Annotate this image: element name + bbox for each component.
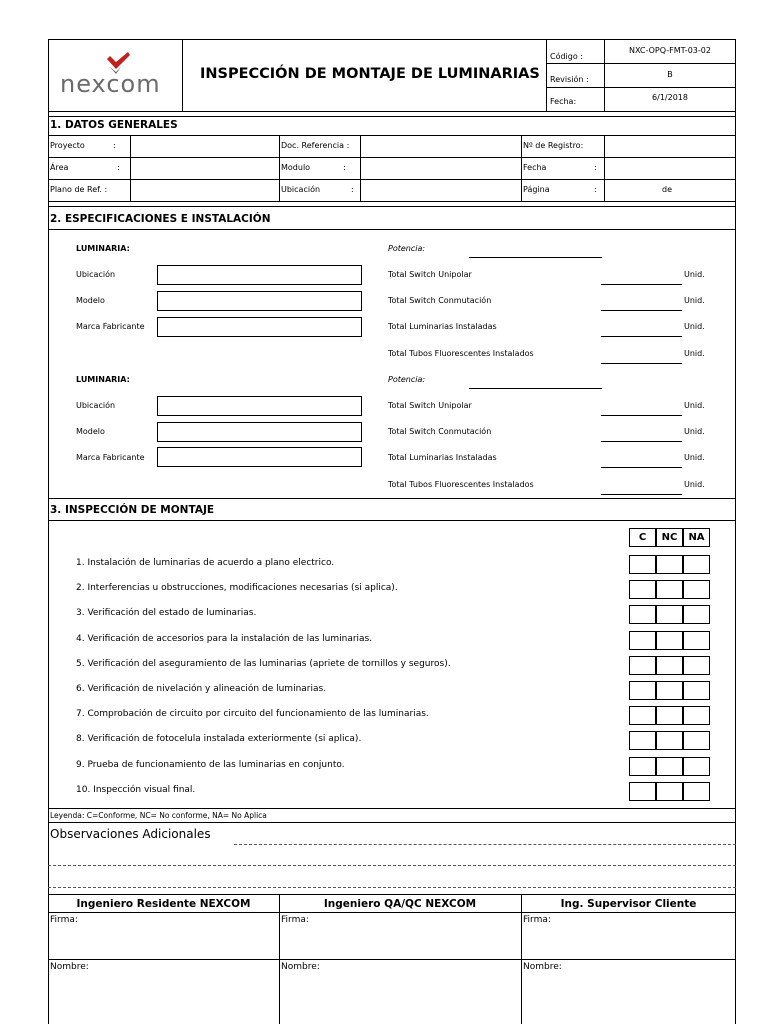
total-label: Total Switch Unipolar	[388, 401, 472, 410]
fecha-label: Fecha:	[550, 97, 577, 106]
potencia-label: Potencia:	[388, 375, 426, 384]
header-divider	[182, 39, 183, 112]
row-line	[48, 201, 736, 202]
header-divider	[48, 111, 736, 112]
checkbox-c[interactable]	[629, 555, 656, 574]
checkbox-na[interactable]	[683, 605, 710, 624]
section2-title: 2. ESPECIFICACIONES E INSTALACIÓN	[50, 213, 271, 225]
row-line	[48, 157, 736, 158]
observaciones-line[interactable]	[48, 865, 736, 866]
nombre-label: Nombre:	[281, 962, 320, 972]
total-label: Total Tubos Fluorescentes Instalados	[388, 480, 534, 489]
checkbox-nc[interactable]	[656, 681, 683, 700]
inspection-item-label: 10. Inspección visual final.	[76, 785, 196, 795]
row-line	[48, 822, 736, 823]
unit-label: Unid.	[684, 322, 705, 331]
checkbox-c[interactable]	[629, 757, 656, 776]
sig-header-residente: Ingeniero Residente NEXCOM	[76, 898, 251, 910]
checkbox-na[interactable]	[683, 580, 710, 599]
ubicacion-input[interactable]	[157, 265, 362, 285]
modelo-label: Modelo	[76, 296, 105, 305]
checkbox-nc[interactable]	[656, 605, 683, 624]
header-divider	[48, 116, 736, 117]
luminaria-heading: LUMINARIA:	[76, 244, 130, 253]
codigo-label: Código :	[550, 52, 583, 61]
checkbox-nc[interactable]	[656, 731, 683, 750]
row-line	[48, 229, 736, 230]
firma-label: Firma:	[50, 915, 78, 925]
total-line[interactable]	[601, 415, 682, 416]
checkbox-na[interactable]	[683, 757, 710, 776]
modelo-label: Modelo	[76, 427, 105, 436]
checkbox-nc[interactable]	[656, 580, 683, 599]
checkbox-c[interactable]	[629, 731, 656, 750]
total-line[interactable]	[601, 441, 682, 442]
ubicacion-input[interactable]	[157, 396, 362, 416]
row-line	[48, 179, 736, 180]
luminaria-heading: LUMINARIA:	[76, 375, 130, 384]
total-label: Total Luminarias Instaladas	[388, 453, 497, 462]
checkbox-nc[interactable]	[656, 706, 683, 725]
de-label: de	[662, 185, 672, 194]
codigo-value: NXC-OPQ-FMT-03-02	[629, 46, 711, 55]
header-divider	[546, 63, 736, 64]
inspection-item-label: 7. Comprobación de circuito por circuito del funcionamiento de las luminarias.	[76, 709, 429, 719]
total-label: Total Switch Conmutación	[388, 427, 492, 436]
checkbox-c[interactable]	[629, 656, 656, 675]
unit-label: Unid.	[684, 349, 705, 358]
inspection-item-label: 6. Verificación de nivelación y alineación de luminarias.	[76, 684, 327, 694]
row-line	[48, 206, 736, 207]
inspection-item-label: 8. Verificación de fotocelula instalada exteriormente (si aplica).	[76, 734, 362, 744]
doc-ref-label: Doc. Referencia :	[281, 141, 350, 150]
checkbox-na[interactable]	[683, 731, 710, 750]
total-label: Total Switch Conmutación	[388, 296, 492, 305]
potencia-line[interactable]	[469, 388, 602, 389]
col-header-c: C	[629, 528, 656, 547]
checkbox-na[interactable]	[683, 681, 710, 700]
checkbox-c[interactable]	[629, 706, 656, 725]
checkbox-nc[interactable]	[656, 656, 683, 675]
colon: :	[594, 163, 597, 172]
colon: :	[351, 185, 354, 194]
area-label: Área	[50, 163, 69, 172]
col-line	[279, 135, 280, 201]
total-line[interactable]	[601, 467, 682, 468]
checkbox-na[interactable]	[683, 656, 710, 675]
checkbox-c[interactable]	[629, 580, 656, 599]
row-line	[48, 894, 736, 895]
checkbox-na[interactable]	[683, 631, 710, 650]
colon: :	[117, 163, 120, 172]
ubicacion-label: Ubicación	[76, 401, 116, 410]
fecha-field-label: Fecha	[523, 163, 547, 172]
total-line[interactable]	[601, 363, 682, 364]
company-logo	[58, 50, 174, 100]
potencia-line[interactable]	[469, 257, 602, 258]
frame-right	[735, 39, 736, 1024]
sig-header-qaqc: Ingeniero QA/QC NEXCOM	[323, 898, 477, 910]
total-label: Total Switch Unipolar	[388, 270, 472, 279]
checkbox-nc[interactable]	[656, 555, 683, 574]
checkbox-nc[interactable]	[656, 757, 683, 776]
inspection-item-label: 3. Verificación del estado de luminarias.	[76, 608, 257, 618]
row-line	[48, 959, 736, 960]
nombre-label: Nombre:	[50, 962, 89, 972]
checkbox-na[interactable]	[683, 706, 710, 725]
marca-input[interactable]	[157, 317, 362, 337]
checkbox-nc[interactable]	[656, 782, 683, 801]
section1-title: 1. DATOS GENERALES	[50, 119, 178, 131]
logo-wordmark: nexcom	[60, 70, 161, 98]
observaciones-label: Observaciones Adicionales	[50, 827, 211, 841]
col-header-nc: NC	[656, 528, 683, 547]
total-line[interactable]	[601, 284, 682, 285]
checkbox-c[interactable]	[629, 782, 656, 801]
inspection-item-label: 5. Verificación del aseguramiento de las luminarias (apriete de tornillos y seguros).	[76, 659, 451, 669]
checkbox-na[interactable]	[683, 555, 710, 574]
marca-label: Marca Fabricante	[76, 453, 145, 462]
header-divider	[546, 39, 547, 112]
potencia-label: Potencia:	[388, 244, 426, 253]
firma-label: Firma:	[523, 915, 551, 925]
ubicacion-label: Ubicación	[281, 185, 321, 194]
row-line	[48, 520, 736, 521]
revision-label: Revisión :	[550, 75, 589, 84]
marca-label: Marca Fabricante	[76, 322, 145, 331]
unit-label: Unid.	[684, 427, 705, 436]
unit-label: Unid.	[684, 296, 705, 305]
checkbox-nc[interactable]	[656, 631, 683, 650]
row-line	[48, 808, 736, 809]
observaciones-line[interactable]	[48, 887, 736, 888]
total-line[interactable]	[601, 336, 682, 337]
inspection-item-label: 1. Instalación de luminarias de acuerdo a plano electrico.	[76, 558, 335, 568]
col-line	[130, 135, 131, 201]
colon: :	[594, 185, 597, 194]
row-line	[48, 135, 736, 136]
modulo-label: Modulo	[281, 163, 311, 172]
checkbox-na[interactable]	[683, 782, 710, 801]
nombre-label: Nombre:	[523, 962, 562, 972]
pagina-label: Página	[523, 185, 550, 194]
col-header-na: NA	[683, 528, 710, 547]
inspection-item-label: 2. Interferencias u obstrucciones, modificaciones necesarias (si aplica).	[76, 583, 398, 593]
colon: :	[113, 141, 116, 150]
col-line	[521, 135, 522, 201]
fecha-value: 6/1/2018	[652, 93, 688, 102]
unit-label: Unid.	[684, 270, 705, 279]
row-line	[48, 498, 736, 499]
colon: :	[343, 163, 346, 172]
sig-header-cliente: Ing. Supervisor Cliente	[560, 898, 697, 910]
total-line[interactable]	[601, 494, 682, 495]
ubicacion-label: Ubicación	[76, 270, 116, 279]
legend: Leyenda: C=Conforme, NC= No conforme, NA= No Aplica	[50, 811, 267, 820]
unit-label: Unid.	[684, 401, 705, 410]
registro-label: Nº de Registro:	[523, 141, 584, 150]
total-label: Total Tubos Fluorescentes Instalados	[388, 349, 534, 358]
row-line	[48, 912, 736, 913]
checkbox-c[interactable]	[629, 631, 656, 650]
total-label: Total Luminarias Instaladas	[388, 322, 497, 331]
firma-label: Firma:	[281, 915, 309, 925]
observaciones-line[interactable]	[234, 844, 736, 845]
proyecto-label: Proyecto	[50, 141, 85, 150]
checkbox-c[interactable]	[629, 605, 656, 624]
page-title: INSPECCIÓN DE MONTAJE DE LUMINARIAS	[200, 66, 540, 82]
plano-label: Plano de Ref. :	[50, 185, 108, 194]
frame-top	[48, 39, 736, 40]
modelo-input[interactable]	[157, 422, 362, 442]
modelo-input[interactable]	[157, 291, 362, 311]
col-line	[360, 135, 361, 201]
header-divider	[546, 87, 736, 88]
revision-value: B	[667, 70, 673, 79]
marca-input[interactable]	[157, 447, 362, 467]
checkbox-c[interactable]	[629, 681, 656, 700]
unit-label: Unid.	[684, 453, 705, 462]
section3-title: 3. INSPECCIÓN DE MONTAJE	[50, 504, 215, 516]
inspection-item-label: 4. Verificación de accesorios para la instalación de las luminarias.	[76, 634, 373, 644]
inspection-item-label: 9. Prueba de funcionamiento de las luminarias en conjunto.	[76, 760, 345, 770]
total-line[interactable]	[601, 310, 682, 311]
frame-left	[48, 39, 49, 1024]
col-line	[604, 135, 605, 201]
unit-label: Unid.	[684, 480, 705, 489]
